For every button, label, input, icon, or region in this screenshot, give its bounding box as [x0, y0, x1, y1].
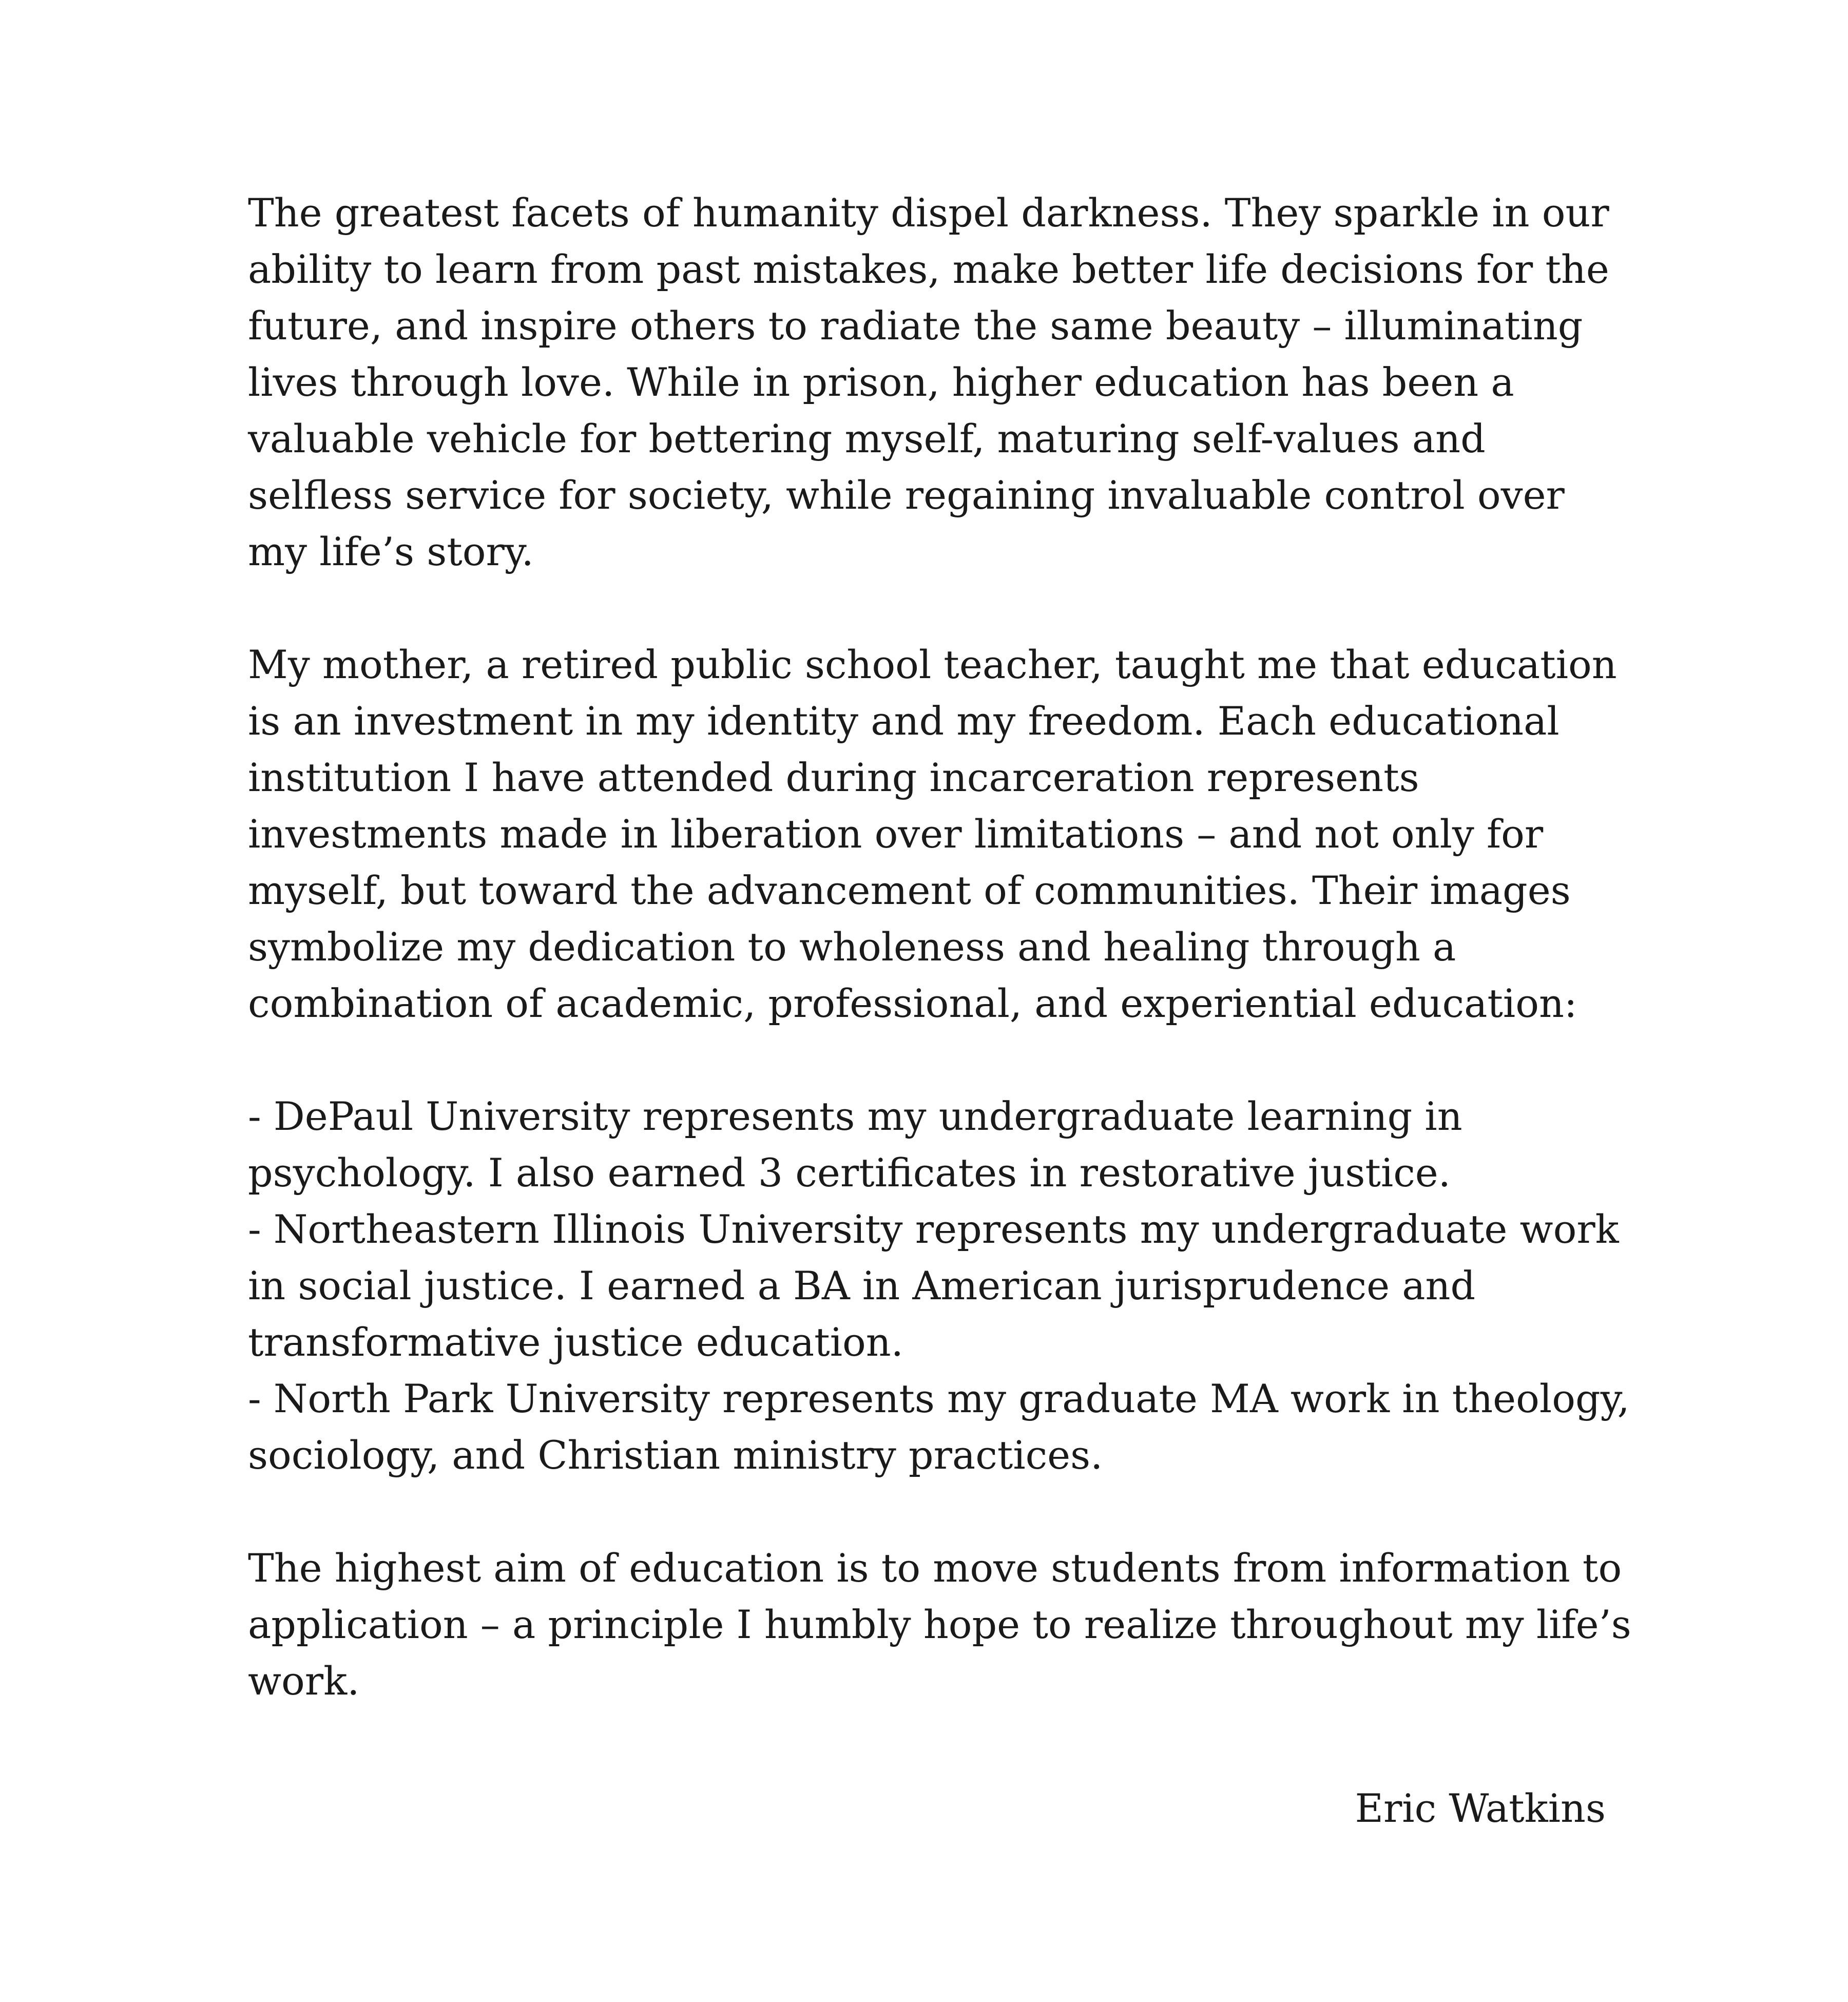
paragraph-intro: The greatest facets of humanity dispel darkness. They sparkle in our ability to learn from past mistakes, make better life decisions for the future, and inspire others to radiate the same beauty – illuminating lives through love. While in prison, higher education has been a valuable vehicle for bettering myself, maturing self-values and selfless service for society, while regaining invaluable control over my life’s story.	[248, 190, 1609, 574]
education-list	[248, 1088, 1634, 1484]
letter-body	[248, 185, 1634, 1766]
signature: Eric Watkins	[1355, 1785, 1606, 1831]
paragraph-closing: The highest aim of education is to move students from information to application – a principle I humbly hope to realize throughout my life’s work.	[248, 1545, 1631, 1704]
list-item-depaul: - DePaul University represents my undergraduate learning in psychology. I also earned 3 certificates in restorative justice.	[248, 1093, 1462, 1196]
list-item-northeastern: - Northeastern Illinois University represents my undergraduate work in social justice. I earned a BA in American jurisprudence and transformative justice education.	[248, 1206, 1619, 1365]
paragraph-mother: My mother, a retired public school teacher, taught me that education is an investment in my identity and my freedom. Each educational institution I have attended during incarceration represents investments made in liberation over limitations – and not only for myself, but toward the advancement of communities. Their images symbolize my dedication to wholeness and healing through a combination of academic, professional, and experiential education:	[248, 642, 1617, 1026]
list-item-north-park: - North Park University represents my graduate MA work in theology, sociology, and Christian ministry practices.	[248, 1376, 1630, 1478]
